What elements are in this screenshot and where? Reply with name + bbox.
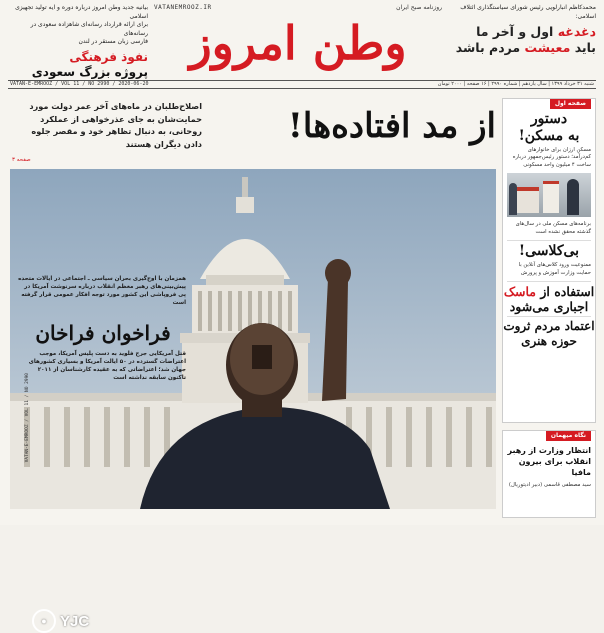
- headline-rest: اول و آخر ما: [476, 24, 558, 39]
- right-housing-text-2: برنامه‌های مسکن ملی در سال‌های گذشته محقق نشده است: [515, 221, 591, 235]
- right-column: [502, 98, 596, 423]
- headline-post: مردم باشد: [455, 40, 525, 55]
- header-right-intro: محمدکاظم انبارلویی رئیس شورای سیاستگذاری ائتلاف اسلامی:: [460, 4, 596, 20]
- headline-red-word-2: معیشت: [524, 40, 571, 55]
- dateline-bar: [8, 80, 596, 89]
- dateline-persian: شنبه ۳۱ خرداد ۱۳۹۹ | سال یازدهم | شماره ۲۹۹۰ | ۱۶ صفحه | ۲۰۰۰ تومان: [437, 81, 594, 87]
- lead-subheadline: اصلاح‌طلبان در ماه‌های آخر عمر دولت مورد حمایت‌شان به جای عذرخواهی از عملکرد روحانی، به دنبال تظاهر خود و مقصر جلوه دادن دیگران هستند: [29, 101, 202, 149]
- dateline-english: VATAN-E-EMROOZ / VOL 11 / NO 2990 / 2020-06-20: [10, 81, 149, 87]
- masthead-url[interactable]: VATANEMROOZ.IR: [154, 4, 212, 11]
- guest-view-headline[interactable]: انتظار وزارت از رهبر انقلاب برای بیرون مافیا: [507, 445, 591, 477]
- lead-page-reference[interactable]: صفحه ۳: [12, 157, 31, 163]
- right-housing-text-1: مسکن ارزان برای خانوارهای کم‌درآمد؛ دستور رئیس‌جمهور درباره ساخت ۴ میلیون واحد مسکونی: [512, 146, 591, 168]
- housing-photo[interactable]: [507, 173, 591, 217]
- divider: [507, 281, 591, 282]
- guest-view-box: [502, 430, 596, 518]
- newspaper-logo: وطن امروز: [189, 16, 407, 70]
- photo-caption: همزمان با اوج‌گیری بحران سیاسی ـ اجتماعی در ایالات متحده پیش‌بینی‌های رهبر معظم انقلاب درباره سرنوشت آمریکا در پی فروپاشی این کشور مورد توجه افکار عمومی قرار گرفته است: [18, 276, 186, 306]
- header-left-intro-1: بیانیه جدید وطن امروز درباره دوره و ایه تولید تجهیزی اسلامی: [15, 4, 148, 20]
- header-left-intro-2: برای ارائه قرارداد رسانه‌ای شاهزاده سعودی در رسانه‌های: [30, 21, 148, 37]
- photo-headline[interactable]: فراخوان فراخان: [35, 321, 171, 345]
- guest-view-author: سید مصطفی قاسمی (دبیر ادیتوریال): [508, 481, 591, 488]
- lead-headline[interactable]: از مد افتاده‌ها!: [287, 106, 496, 146]
- photo-body-text: قتل آمریکایی جرج فلوید به دست پلیس آمریکا، موجب اعتراضات گسترده در ۵۰ ایالت آمریکا و بسیاری کشورهای جهان شد؛ اعتراضاتی که به عقیده کارشناسان از ۲۰۱۱ تاکنون سابقه نداشته است: [28, 351, 186, 381]
- divider: [507, 240, 591, 241]
- yjc-logo-icon: ●: [32, 609, 56, 633]
- header-left-teaser[interactable]: [8, 4, 148, 78]
- yjc-text: YJC: [60, 612, 90, 630]
- right-headline-mask[interactable]: استفاده از ماسک اجباری می‌شود: [503, 284, 595, 314]
- right-headline-classes[interactable]: بی‌کلاسی!: [518, 243, 580, 259]
- right-headline-housing[interactable]: دستور به مسکن!: [518, 110, 580, 144]
- yjc-watermark: [32, 609, 89, 633]
- right-classes-text: ممنوعیت ورود کلاس‌های آنلاین با حمایت وزارت آموزش و پرورش: [518, 262, 591, 276]
- header-right-teaser[interactable]: [452, 4, 596, 78]
- headline-pre: باید: [570, 40, 596, 55]
- header-left-headline-2: پروژه بزرگ سعودی: [31, 64, 148, 79]
- section-label-first: صفحه اول: [550, 99, 591, 109]
- header-right-headline-2: [452, 40, 596, 56]
- photo-side-code: VATAN-E-EMROOZ / VOL 11 / NO 2990: [25, 373, 30, 463]
- right-headline-art[interactable]: اعتماد مردم ثروت حوزه هنری: [503, 319, 595, 348]
- divider: [507, 316, 591, 317]
- masthead: [150, 4, 446, 82]
- header-left-headline-1: نفوذ فرهنگی: [69, 49, 148, 64]
- header-left-intro-3: فارسی زبان مستقر در لندن: [78, 38, 148, 45]
- masthead-tagline: روزنامه صبح ایران: [396, 4, 442, 11]
- section-label-guest: نگاه میهمان: [546, 431, 591, 441]
- header-right-headline-1: [452, 24, 596, 40]
- headline-red-word: دغدغه: [557, 24, 596, 39]
